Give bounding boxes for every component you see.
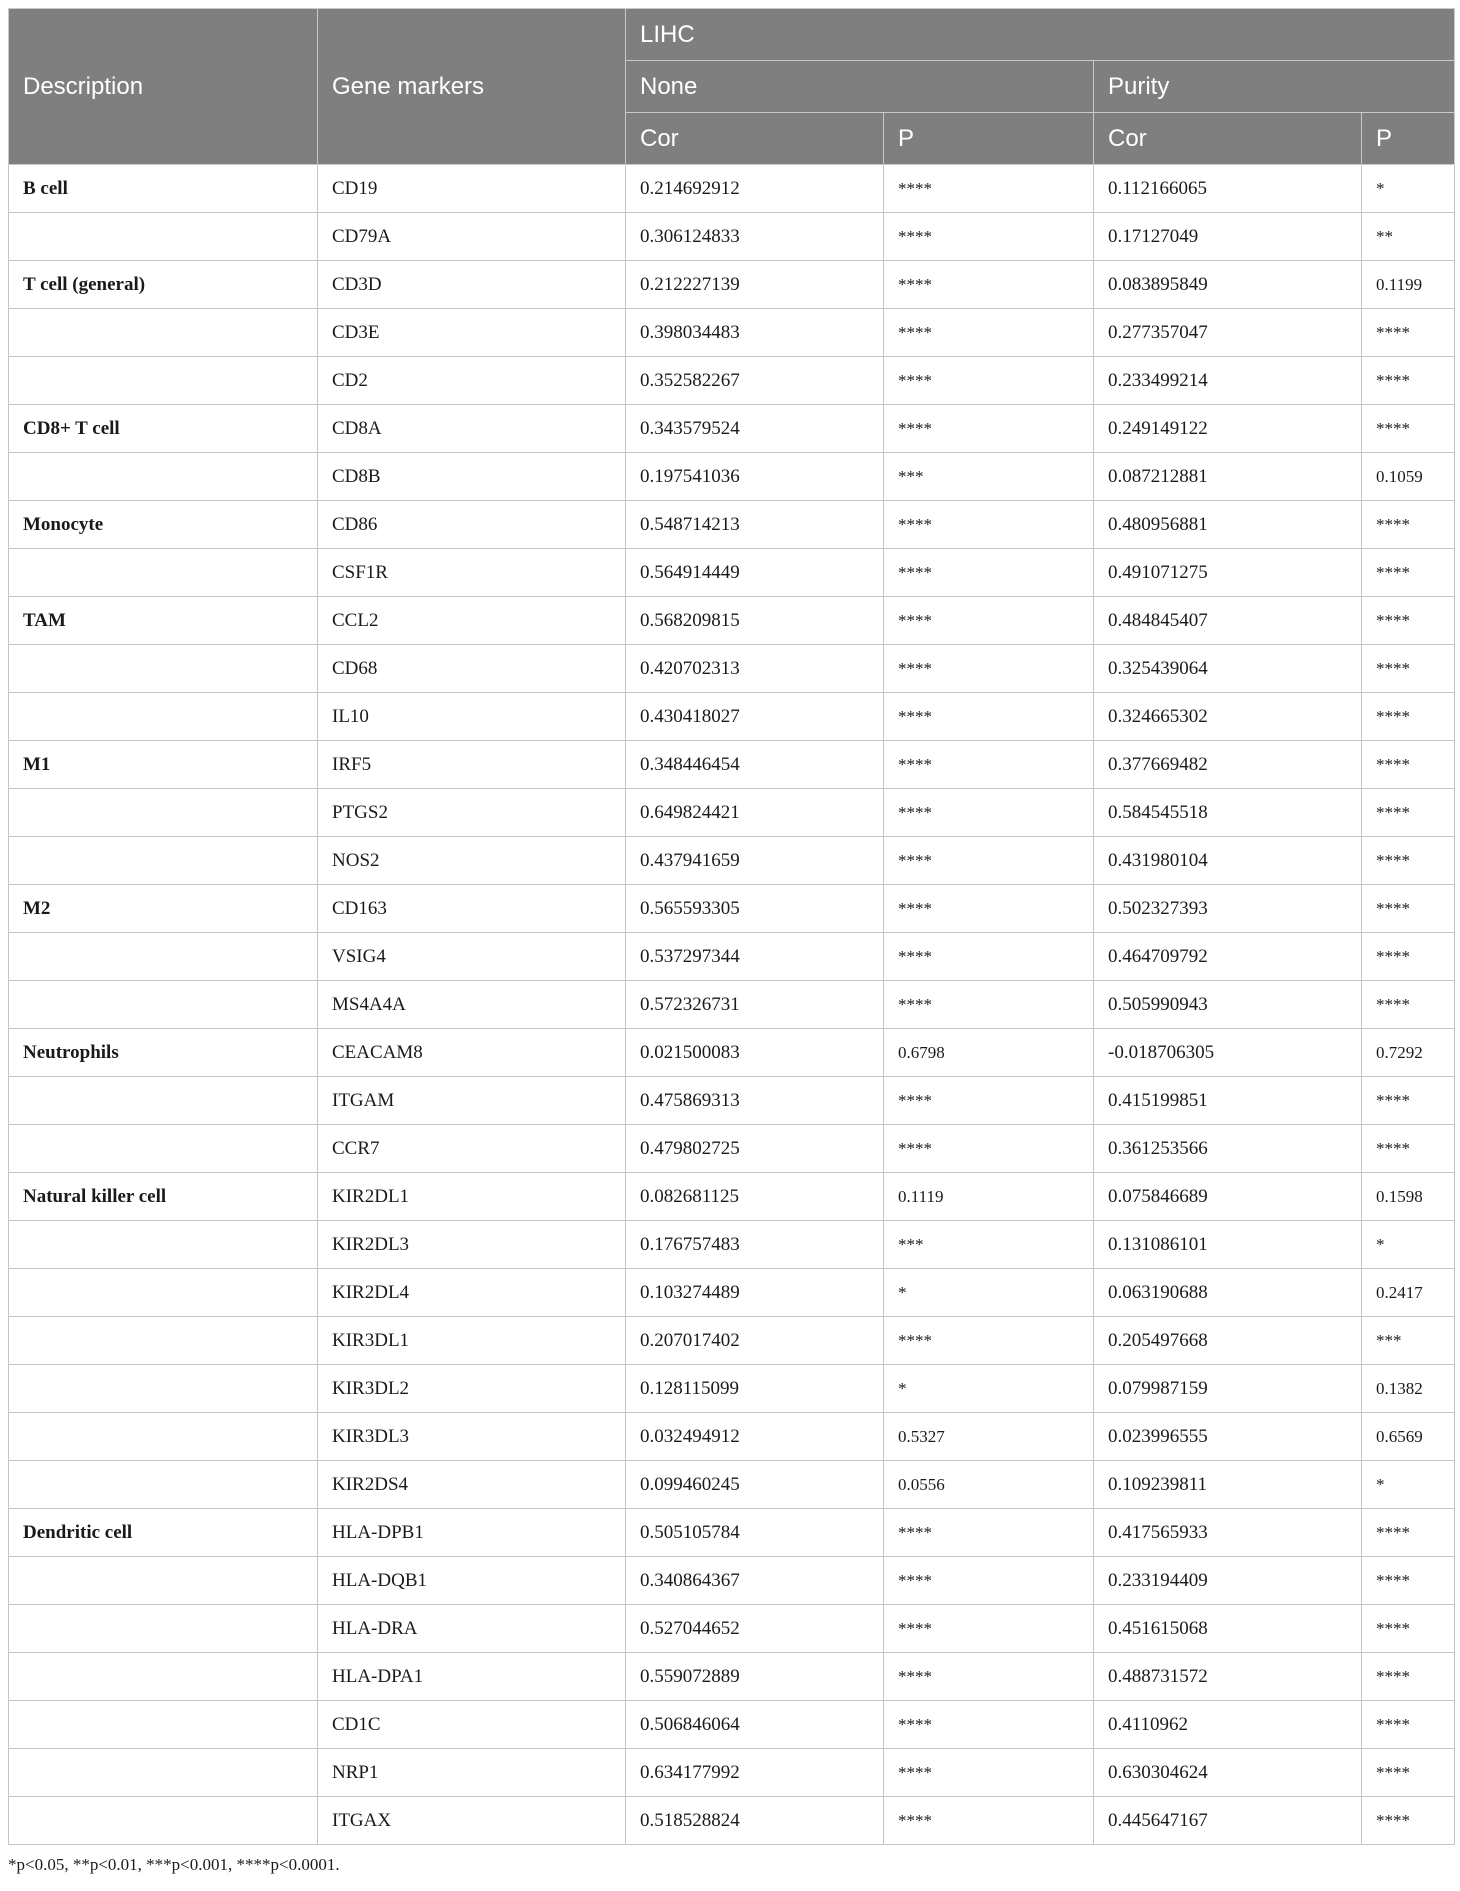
cell-p-purity: ****	[1362, 405, 1455, 453]
cell-p-purity: ****	[1362, 501, 1455, 549]
cell-description	[9, 837, 318, 885]
cell-p-none: ****	[884, 165, 1094, 213]
cell-gene-marker: IL10	[318, 693, 626, 741]
cell-cor-purity: 0.415199851	[1094, 1077, 1362, 1125]
cell-cor-none: 0.475869313	[626, 1077, 884, 1125]
cell-cor-purity: 0.109239811	[1094, 1461, 1362, 1509]
cell-cor-none: 0.212227139	[626, 261, 884, 309]
cell-cor-none: 0.099460245	[626, 1461, 884, 1509]
cell-p-purity: ****	[1362, 1605, 1455, 1653]
cell-p-purity: 0.2417	[1362, 1269, 1455, 1317]
cell-p-none: ****	[884, 981, 1094, 1029]
cell-p-purity: 0.1199	[1362, 261, 1455, 309]
cell-cor-none: 0.176757483	[626, 1221, 884, 1269]
cell-description	[9, 1557, 318, 1605]
cell-p-purity: ****	[1362, 789, 1455, 837]
cell-p-purity: ****	[1362, 597, 1455, 645]
cell-p-none: ****	[884, 261, 1094, 309]
cell-gene-marker: CD1C	[318, 1701, 626, 1749]
cell-cor-purity: 0.063190688	[1094, 1269, 1362, 1317]
table-row	[9, 1797, 1455, 1845]
cell-description	[9, 1317, 318, 1365]
cell-p-purity: ****	[1362, 1653, 1455, 1701]
cell-cor-none: 0.649824421	[626, 789, 884, 837]
cell-p-none: ****	[884, 501, 1094, 549]
cell-cor-purity: 0.630304624	[1094, 1749, 1362, 1797]
cell-cor-none: 0.506846064	[626, 1701, 884, 1749]
cell-p-purity: ****	[1362, 1557, 1455, 1605]
cell-p-none: ****	[884, 1701, 1094, 1749]
cell-gene-marker: NOS2	[318, 837, 626, 885]
cell-p-purity: ****	[1362, 1701, 1455, 1749]
cell-p-purity: ****	[1362, 645, 1455, 693]
table-header	[9, 9, 1455, 165]
cell-p-none: ****	[884, 1077, 1094, 1125]
cell-cor-none: 0.559072889	[626, 1653, 884, 1701]
cell-p-purity: ****	[1362, 885, 1455, 933]
cell-description	[9, 549, 318, 597]
cell-p-purity: 0.1598	[1362, 1173, 1455, 1221]
cell-gene-marker: CEACAM8	[318, 1029, 626, 1077]
cell-description: Monocyte	[9, 501, 318, 549]
cell-cor-none: 0.537297344	[626, 933, 884, 981]
cell-description	[9, 1125, 318, 1173]
cell-cor-none: 0.214692912	[626, 165, 884, 213]
cell-cor-none: 0.518528824	[626, 1797, 884, 1845]
header-gene-markers: Gene markers	[318, 9, 626, 165]
cell-gene-marker: CD8B	[318, 453, 626, 501]
cell-p-none: 0.5327	[884, 1413, 1094, 1461]
cell-cor-none: 0.197541036	[626, 453, 884, 501]
cell-gene-marker: CCR7	[318, 1125, 626, 1173]
cell-description	[9, 981, 318, 1029]
cell-cor-purity: 0.087212881	[1094, 453, 1362, 501]
cell-gene-marker: CD8A	[318, 405, 626, 453]
table-row	[9, 1653, 1455, 1701]
table-row	[9, 1221, 1455, 1269]
cell-cor-purity: 0.480956881	[1094, 501, 1362, 549]
table-row	[9, 597, 1455, 645]
cell-p-purity: ****	[1362, 549, 1455, 597]
cell-p-none: ****	[884, 693, 1094, 741]
cell-description	[9, 1269, 318, 1317]
cell-description: T cell (general)	[9, 261, 318, 309]
cell-cor-purity: 0.249149122	[1094, 405, 1362, 453]
cell-p-purity: **	[1362, 213, 1455, 261]
cell-p-purity: 0.1059	[1362, 453, 1455, 501]
table-row	[9, 885, 1455, 933]
table-row	[9, 501, 1455, 549]
cell-description: CD8+ T cell	[9, 405, 318, 453]
cell-p-none: ****	[884, 789, 1094, 837]
cell-cor-purity: 0.277357047	[1094, 309, 1362, 357]
cell-gene-marker: KIR3DL2	[318, 1365, 626, 1413]
cell-cor-none: 0.572326731	[626, 981, 884, 1029]
cell-description	[9, 645, 318, 693]
cell-cor-none: 0.479802725	[626, 1125, 884, 1173]
cell-p-purity: ****	[1362, 357, 1455, 405]
table-row	[9, 405, 1455, 453]
cell-cor-none: 0.348446454	[626, 741, 884, 789]
cell-p-none: 0.1119	[884, 1173, 1094, 1221]
table-row	[9, 981, 1455, 1029]
correlation-table	[8, 8, 1455, 1845]
cell-p-purity: ****	[1362, 1749, 1455, 1797]
cell-cor-none: 0.548714213	[626, 501, 884, 549]
cell-p-none: ****	[884, 309, 1094, 357]
table-row	[9, 741, 1455, 789]
cell-gene-marker: ITGAX	[318, 1797, 626, 1845]
cell-cor-none: 0.505105784	[626, 1509, 884, 1557]
table-row	[9, 213, 1455, 261]
header-purity: Purity	[1094, 61, 1455, 113]
cell-p-purity: *	[1362, 1461, 1455, 1509]
cell-p-purity: 0.7292	[1362, 1029, 1455, 1077]
header-p-none: P	[884, 113, 1094, 165]
cell-cor-purity: 0.205497668	[1094, 1317, 1362, 1365]
cell-cor-purity: 0.17127049	[1094, 213, 1362, 261]
cell-gene-marker: CD19	[318, 165, 626, 213]
header-description: Description	[9, 9, 318, 165]
table-row	[9, 1413, 1455, 1461]
cell-gene-marker: HLA-DQB1	[318, 1557, 626, 1605]
cell-p-purity: *	[1362, 165, 1455, 213]
header-cor-none: Cor	[626, 113, 884, 165]
cell-gene-marker: CD163	[318, 885, 626, 933]
cell-p-none: ****	[884, 933, 1094, 981]
cell-cor-none: 0.564914449	[626, 549, 884, 597]
table-row	[9, 1317, 1455, 1365]
table-row	[9, 1557, 1455, 1605]
cell-p-none: ****	[884, 1317, 1094, 1365]
cell-cor-purity: 0.233499214	[1094, 357, 1362, 405]
cell-cor-purity: 0.431980104	[1094, 837, 1362, 885]
cell-description	[9, 1605, 318, 1653]
cell-description: Neutrophils	[9, 1029, 318, 1077]
cell-cor-purity: 0.131086101	[1094, 1221, 1362, 1269]
cell-cor-purity: 0.361253566	[1094, 1125, 1362, 1173]
cell-description: M2	[9, 885, 318, 933]
cell-description	[9, 1797, 318, 1845]
cell-description	[9, 1701, 318, 1749]
cell-gene-marker: HLA-DPA1	[318, 1653, 626, 1701]
cell-cor-none: 0.420702313	[626, 645, 884, 693]
table-row	[9, 693, 1455, 741]
cell-gene-marker: MS4A4A	[318, 981, 626, 1029]
cell-gene-marker: VSIG4	[318, 933, 626, 981]
cell-cor-none: 0.568209815	[626, 597, 884, 645]
cell-p-none: ****	[884, 1653, 1094, 1701]
table-row	[9, 357, 1455, 405]
cell-cor-none: 0.437941659	[626, 837, 884, 885]
header-cor-purity: Cor	[1094, 113, 1362, 165]
cell-description	[9, 1413, 318, 1461]
cell-p-purity: ****	[1362, 837, 1455, 885]
cell-p-none: *	[884, 1365, 1094, 1413]
cell-p-none: ****	[884, 1509, 1094, 1557]
cell-description	[9, 213, 318, 261]
cell-cor-purity: -0.018706305	[1094, 1029, 1362, 1077]
cell-p-none: ****	[884, 645, 1094, 693]
cell-cor-purity: 0.075846689	[1094, 1173, 1362, 1221]
table-row	[9, 1269, 1455, 1317]
cell-p-none: ****	[884, 405, 1094, 453]
cell-gene-marker: IRF5	[318, 741, 626, 789]
table-row	[9, 1029, 1455, 1077]
cell-description	[9, 693, 318, 741]
table-row	[9, 453, 1455, 501]
cell-description	[9, 453, 318, 501]
cell-p-none: ****	[884, 357, 1094, 405]
cell-p-purity: 0.1382	[1362, 1365, 1455, 1413]
cell-cor-none: 0.343579524	[626, 405, 884, 453]
cell-cor-none: 0.340864367	[626, 1557, 884, 1605]
table-row	[9, 549, 1455, 597]
cell-description: Natural killer cell	[9, 1173, 318, 1221]
cell-cor-purity: 0.417565933	[1094, 1509, 1362, 1557]
cell-description: Dendritic cell	[9, 1509, 318, 1557]
cell-gene-marker: KIR2DL3	[318, 1221, 626, 1269]
cell-description: M1	[9, 741, 318, 789]
cell-p-none: ***	[884, 453, 1094, 501]
cell-cor-none: 0.527044652	[626, 1605, 884, 1653]
cell-cor-purity: 0.4110962	[1094, 1701, 1362, 1749]
table-row	[9, 933, 1455, 981]
table-row	[9, 1749, 1455, 1797]
cell-p-purity: ****	[1362, 741, 1455, 789]
cell-cor-purity: 0.505990943	[1094, 981, 1362, 1029]
cell-description: B cell	[9, 165, 318, 213]
cell-gene-marker: KIR2DS4	[318, 1461, 626, 1509]
cell-p-none: ****	[884, 213, 1094, 261]
cell-description	[9, 357, 318, 405]
cell-description	[9, 309, 318, 357]
cell-p-none: ****	[884, 1605, 1094, 1653]
table-row	[9, 1461, 1455, 1509]
cell-description	[9, 933, 318, 981]
cell-gene-marker: KIR3DL3	[318, 1413, 626, 1461]
table-row	[9, 837, 1455, 885]
header-p-purity: P	[1362, 113, 1455, 165]
cell-p-none: ****	[884, 1557, 1094, 1605]
cell-cor-purity: 0.502327393	[1094, 885, 1362, 933]
table-row	[9, 1077, 1455, 1125]
cell-p-purity: ****	[1362, 981, 1455, 1029]
cell-cor-none: 0.082681125	[626, 1173, 884, 1221]
cell-p-none: 0.0556	[884, 1461, 1094, 1509]
cell-cor-none: 0.032494912	[626, 1413, 884, 1461]
cell-cor-none: 0.207017402	[626, 1317, 884, 1365]
cell-gene-marker: KIR3DL1	[318, 1317, 626, 1365]
cell-p-none: ****	[884, 597, 1094, 645]
cell-gene-marker: KIR2DL4	[318, 1269, 626, 1317]
cell-cor-purity: 0.491071275	[1094, 549, 1362, 597]
cell-gene-marker: PTGS2	[318, 789, 626, 837]
table-row	[9, 1701, 1455, 1749]
table-row	[9, 1125, 1455, 1173]
cell-gene-marker: CCL2	[318, 597, 626, 645]
cell-description	[9, 1221, 318, 1269]
cell-p-purity: ****	[1362, 1125, 1455, 1173]
cell-gene-marker: CD3D	[318, 261, 626, 309]
cell-gene-marker: NRP1	[318, 1749, 626, 1797]
cell-p-purity: ****	[1362, 1797, 1455, 1845]
cell-gene-marker: CD79A	[318, 213, 626, 261]
cell-description	[9, 1077, 318, 1125]
cell-description	[9, 1653, 318, 1701]
cell-p-none: *	[884, 1269, 1094, 1317]
cell-gene-marker: CSF1R	[318, 549, 626, 597]
table-container	[8, 8, 1454, 1875]
cell-cor-purity: 0.451615068	[1094, 1605, 1362, 1653]
header-group: LIHC	[626, 9, 1455, 61]
cell-description	[9, 789, 318, 837]
cell-description	[9, 1461, 318, 1509]
cell-cor-none: 0.128115099	[626, 1365, 884, 1413]
cell-cor-none: 0.565593305	[626, 885, 884, 933]
cell-p-purity: ****	[1362, 1077, 1455, 1125]
cell-p-purity: ****	[1362, 933, 1455, 981]
cell-cor-purity: 0.112166065	[1094, 165, 1362, 213]
cell-p-purity: ****	[1362, 1509, 1455, 1557]
cell-cor-none: 0.398034483	[626, 309, 884, 357]
cell-cor-purity: 0.464709792	[1094, 933, 1362, 981]
cell-p-purity: *	[1362, 1221, 1455, 1269]
cell-p-none: ****	[884, 741, 1094, 789]
cell-cor-purity: 0.377669482	[1094, 741, 1362, 789]
cell-cor-purity: 0.445647167	[1094, 1797, 1362, 1845]
cell-gene-marker: CD3E	[318, 309, 626, 357]
cell-gene-marker: CD68	[318, 645, 626, 693]
cell-p-purity: 0.6569	[1362, 1413, 1455, 1461]
cell-p-none: ****	[884, 837, 1094, 885]
cell-p-purity: ****	[1362, 309, 1455, 357]
cell-gene-marker: HLA-DPB1	[318, 1509, 626, 1557]
cell-p-none: ****	[884, 549, 1094, 597]
table-row	[9, 789, 1455, 837]
table-row	[9, 1365, 1455, 1413]
cell-gene-marker: CD86	[318, 501, 626, 549]
cell-p-none: ****	[884, 885, 1094, 933]
cell-cor-purity: 0.324665302	[1094, 693, 1362, 741]
cell-cor-none: 0.352582267	[626, 357, 884, 405]
cell-gene-marker: CD2	[318, 357, 626, 405]
cell-description: TAM	[9, 597, 318, 645]
cell-cor-purity: 0.488731572	[1094, 1653, 1362, 1701]
table-body	[9, 165, 1455, 1845]
cell-cor-purity: 0.484845407	[1094, 597, 1362, 645]
cell-p-none: ****	[884, 1797, 1094, 1845]
cell-description	[9, 1749, 318, 1797]
cell-p-none: 0.6798	[884, 1029, 1094, 1077]
cell-cor-purity: 0.325439064	[1094, 645, 1362, 693]
cell-cor-purity: 0.083895849	[1094, 261, 1362, 309]
cell-cor-none: 0.103274489	[626, 1269, 884, 1317]
cell-p-purity: ***	[1362, 1317, 1455, 1365]
cell-cor-none: 0.306124833	[626, 213, 884, 261]
cell-cor-purity: 0.233194409	[1094, 1557, 1362, 1605]
cell-cor-purity: 0.079987159	[1094, 1365, 1362, 1413]
cell-cor-purity: 0.023996555	[1094, 1413, 1362, 1461]
cell-gene-marker: ITGAM	[318, 1077, 626, 1125]
table-row	[9, 645, 1455, 693]
cell-gene-marker: KIR2DL1	[318, 1173, 626, 1221]
cell-description	[9, 1365, 318, 1413]
cell-cor-none: 0.430418027	[626, 693, 884, 741]
table-row	[9, 309, 1455, 357]
table-row	[9, 1509, 1455, 1557]
cell-cor-none: 0.021500083	[626, 1029, 884, 1077]
cell-cor-none: 0.634177992	[626, 1749, 884, 1797]
table-row	[9, 165, 1455, 213]
cell-p-none: ****	[884, 1125, 1094, 1173]
table-row	[9, 261, 1455, 309]
footnote: *p<0.05, **p<0.01, ***p<0.001, ****p<0.0001.	[8, 1855, 340, 1874]
cell-cor-purity: 0.584545518	[1094, 789, 1362, 837]
cell-p-none: ****	[884, 1749, 1094, 1797]
cell-gene-marker: HLA-DRA	[318, 1605, 626, 1653]
table-row	[9, 1173, 1455, 1221]
cell-p-purity: ****	[1362, 693, 1455, 741]
table-row	[9, 1605, 1455, 1653]
cell-p-none: ***	[884, 1221, 1094, 1269]
header-none: None	[626, 61, 1094, 113]
